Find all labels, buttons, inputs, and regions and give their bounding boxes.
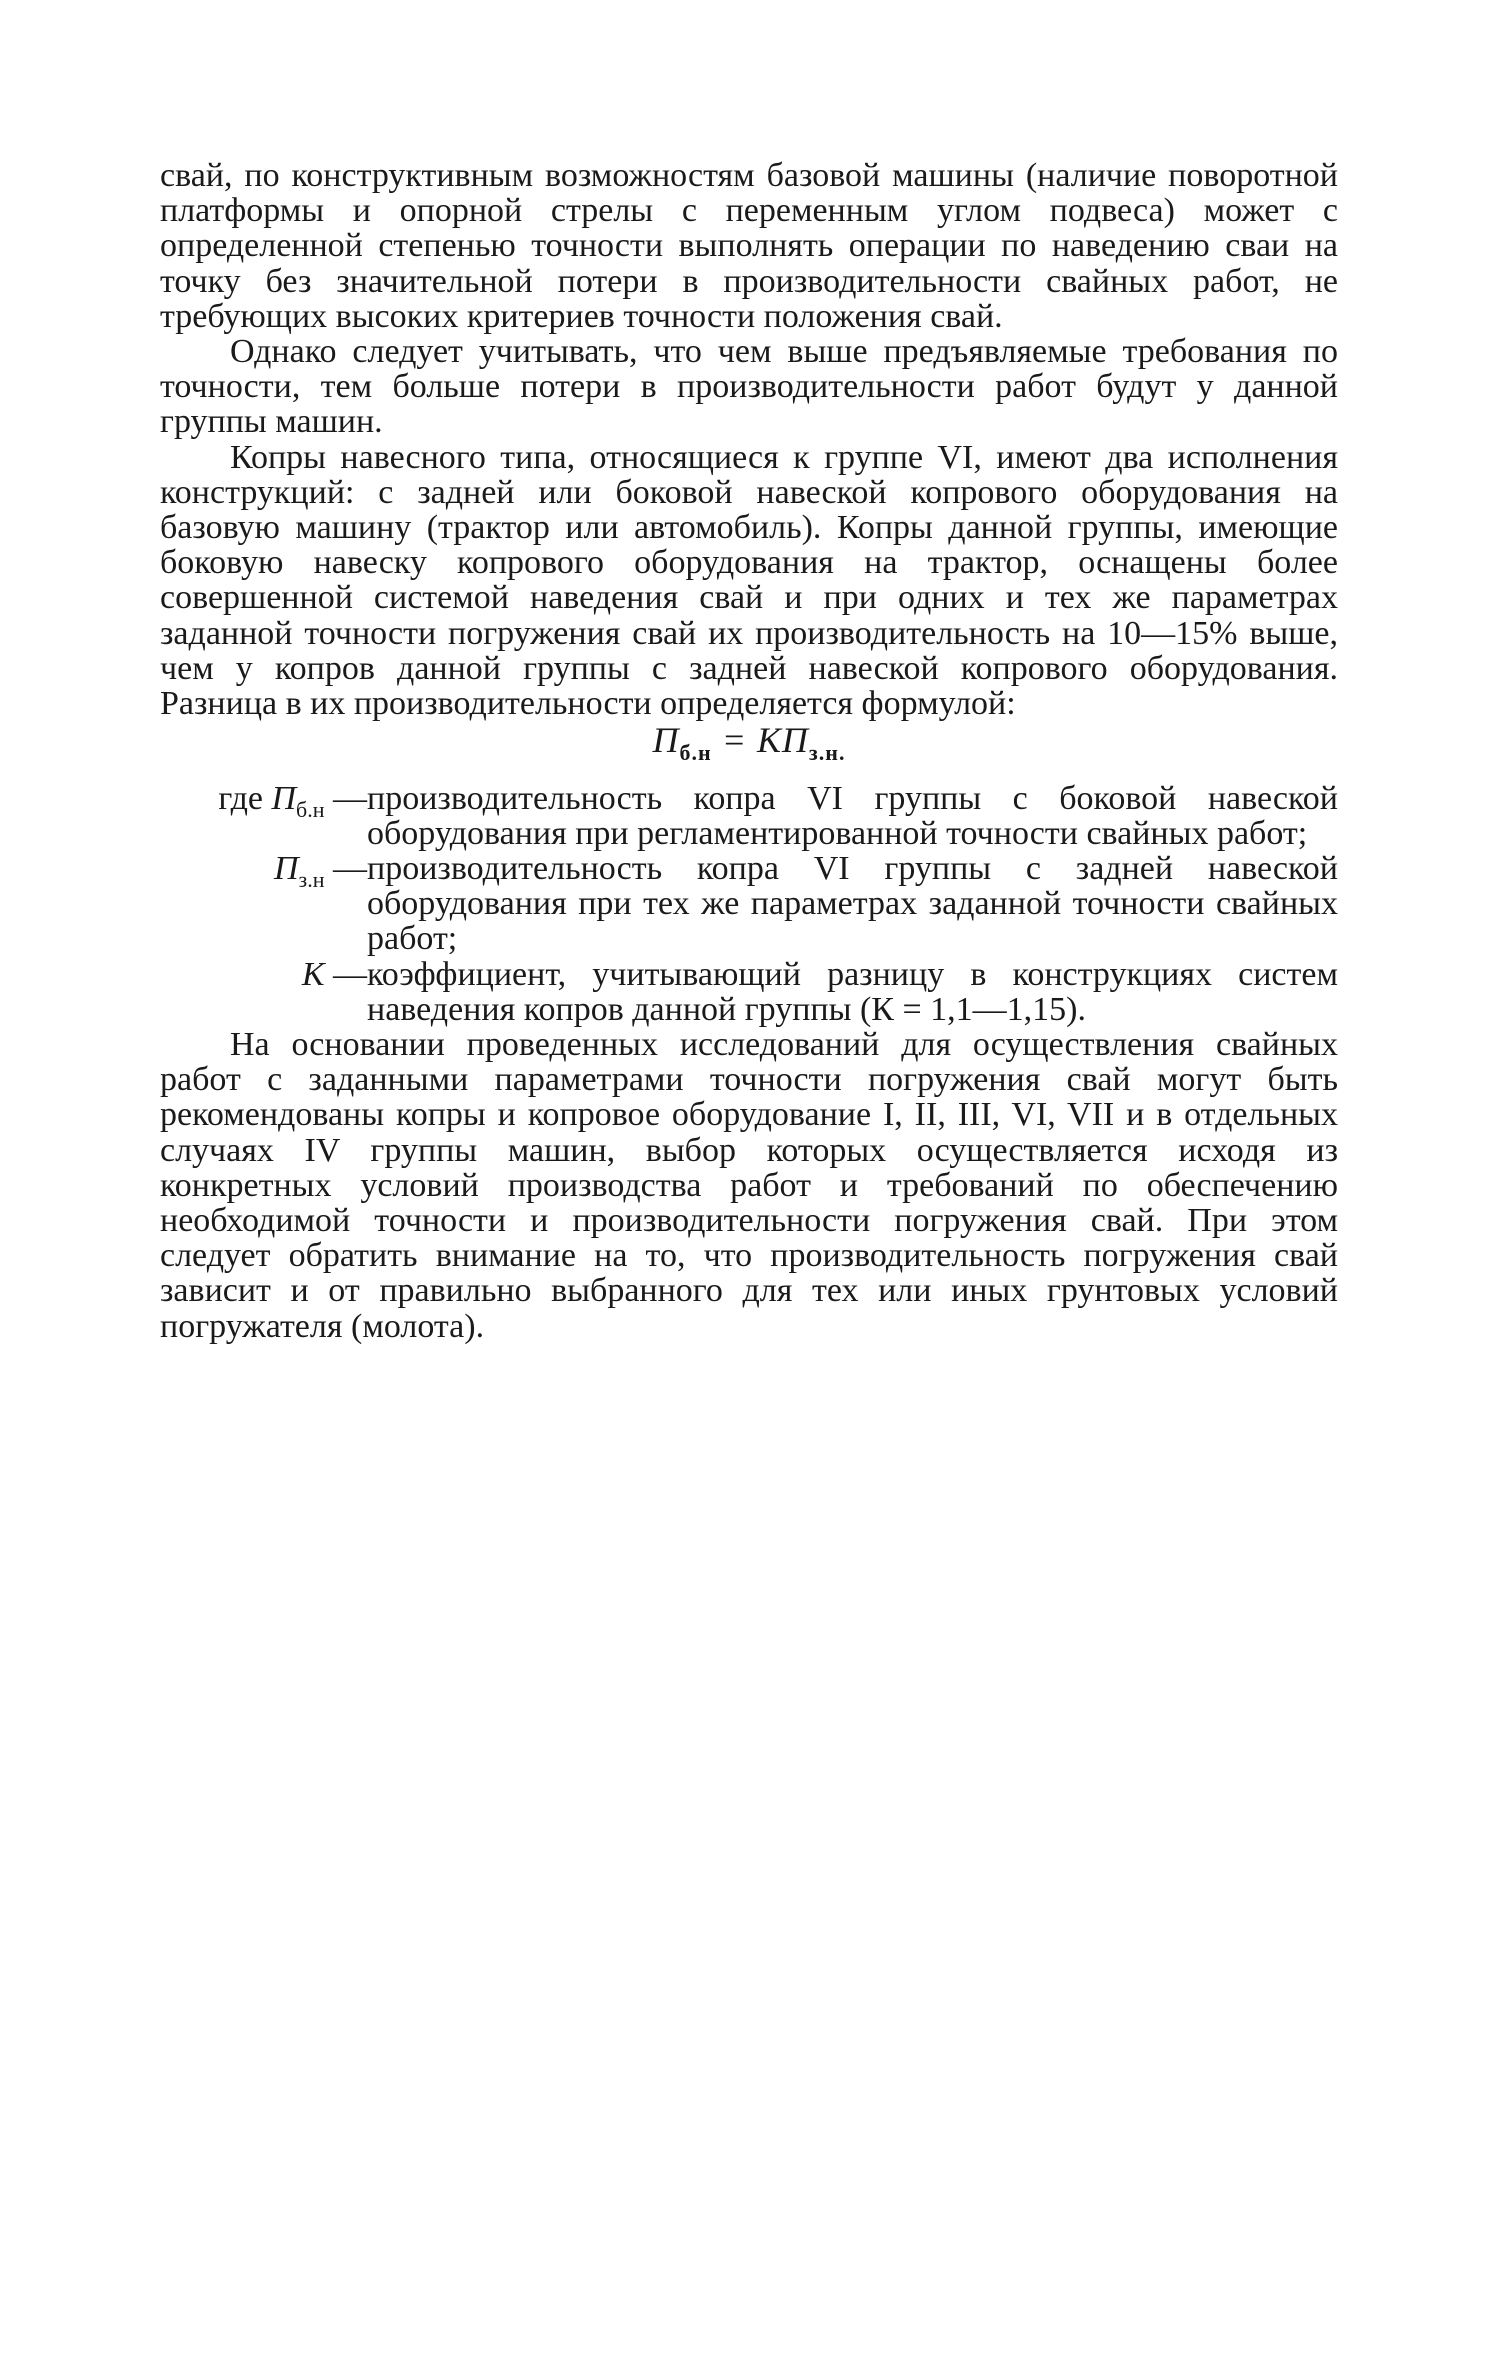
definition-item <box>160 957 1338 1027</box>
definition-prefix: где <box>218 779 272 817</box>
definition-symbol: П <box>271 779 297 817</box>
paragraph-1: свай, по конструктивным возможностям базовой машины (наличие поворотной платформы и опорной стрелы с переменным углом подвеса) может с определенной степенью точности выполнять операции по наведению сваи на точку без значительной потери в производительности свайных работ, не требующих высоких критериев точности положения свай. <box>160 157 1338 335</box>
definition-item <box>160 851 1338 957</box>
definition-lead <box>160 957 367 1003</box>
paragraph-2: Однако следует учитывать, что чем выше предъявляемые требования по точности, тем больше потери в производительности работ будут у данной группы машин. <box>160 333 1338 441</box>
definition-item <box>160 781 1338 851</box>
definition-text: коэффициент, учитывающий разницу в конструкциях систем наведения копров данной группы (К = 1,1—1,15). <box>367 955 1338 1028</box>
definition-text: производительность копра VI группы с боковой навеской оборудования при регламентированной точности свайных работ; <box>367 779 1338 852</box>
definitions-list <box>160 781 1338 1027</box>
definition-symbol: П <box>273 850 299 888</box>
definition-dash: — <box>324 779 367 817</box>
definition-lead <box>160 851 367 897</box>
document-page <box>160 158 1338 1344</box>
formula-lhs-symbol: П <box>652 720 680 761</box>
paragraph-4: На основании проведенных исследований для осуществления свайных работ с заданными параметрами точности погружения свай могут быть рекомендованы копры и копровое оборудование I, II, III, VI, VII и в отдельных случаях IV группы машин, выбор которых осуществляется исходя из конкретных условий производства работ и требований по обеспечению необходимой точности и производительности погружения свай. При этом следует обратить внимание на то, что производительность погружения свай зависит и от правильно выбранного для тех или иных грунтовых условий погружателя (молота). <box>160 1026 1338 1345</box>
formula-equals: = <box>711 720 758 761</box>
definition-symbol: К <box>301 955 325 993</box>
formula-rhs-subscript: з.н. <box>808 740 846 766</box>
formula <box>160 720 1338 770</box>
formula-rhs-symbol: КП <box>757 720 809 761</box>
paragraph-3: Копры навесного типа, относящиеся к группе VI, имеют два исполнения конструкций: с задней или боковой навеской копрового оборудования на базовую машину (трактор или автомобиль). Копры данной группы, имеющие боковую навеску копрового оборудования на трактор, оснащены более совершенной системой наведения свай и при одних и тех же параметрах заданной точности погружения свай их производительность на 10—15% выше, чем у копров данной группы с задней навеской копрового оборудования. Разница в их производительности определяется формулой: <box>160 438 1338 723</box>
definition-subscript: з.н <box>298 866 325 892</box>
definition-dash: — <box>324 955 367 993</box>
definition-dash: — <box>324 850 367 888</box>
definition-lead <box>160 781 367 827</box>
definition-subscript: б.н <box>296 796 325 822</box>
definition-text: производительность копра VI группы с задней навеской оборудования при тех же параметрах заданной точности свайных работ; <box>367 850 1338 958</box>
formula-lhs-subscript: б.н <box>679 740 712 766</box>
